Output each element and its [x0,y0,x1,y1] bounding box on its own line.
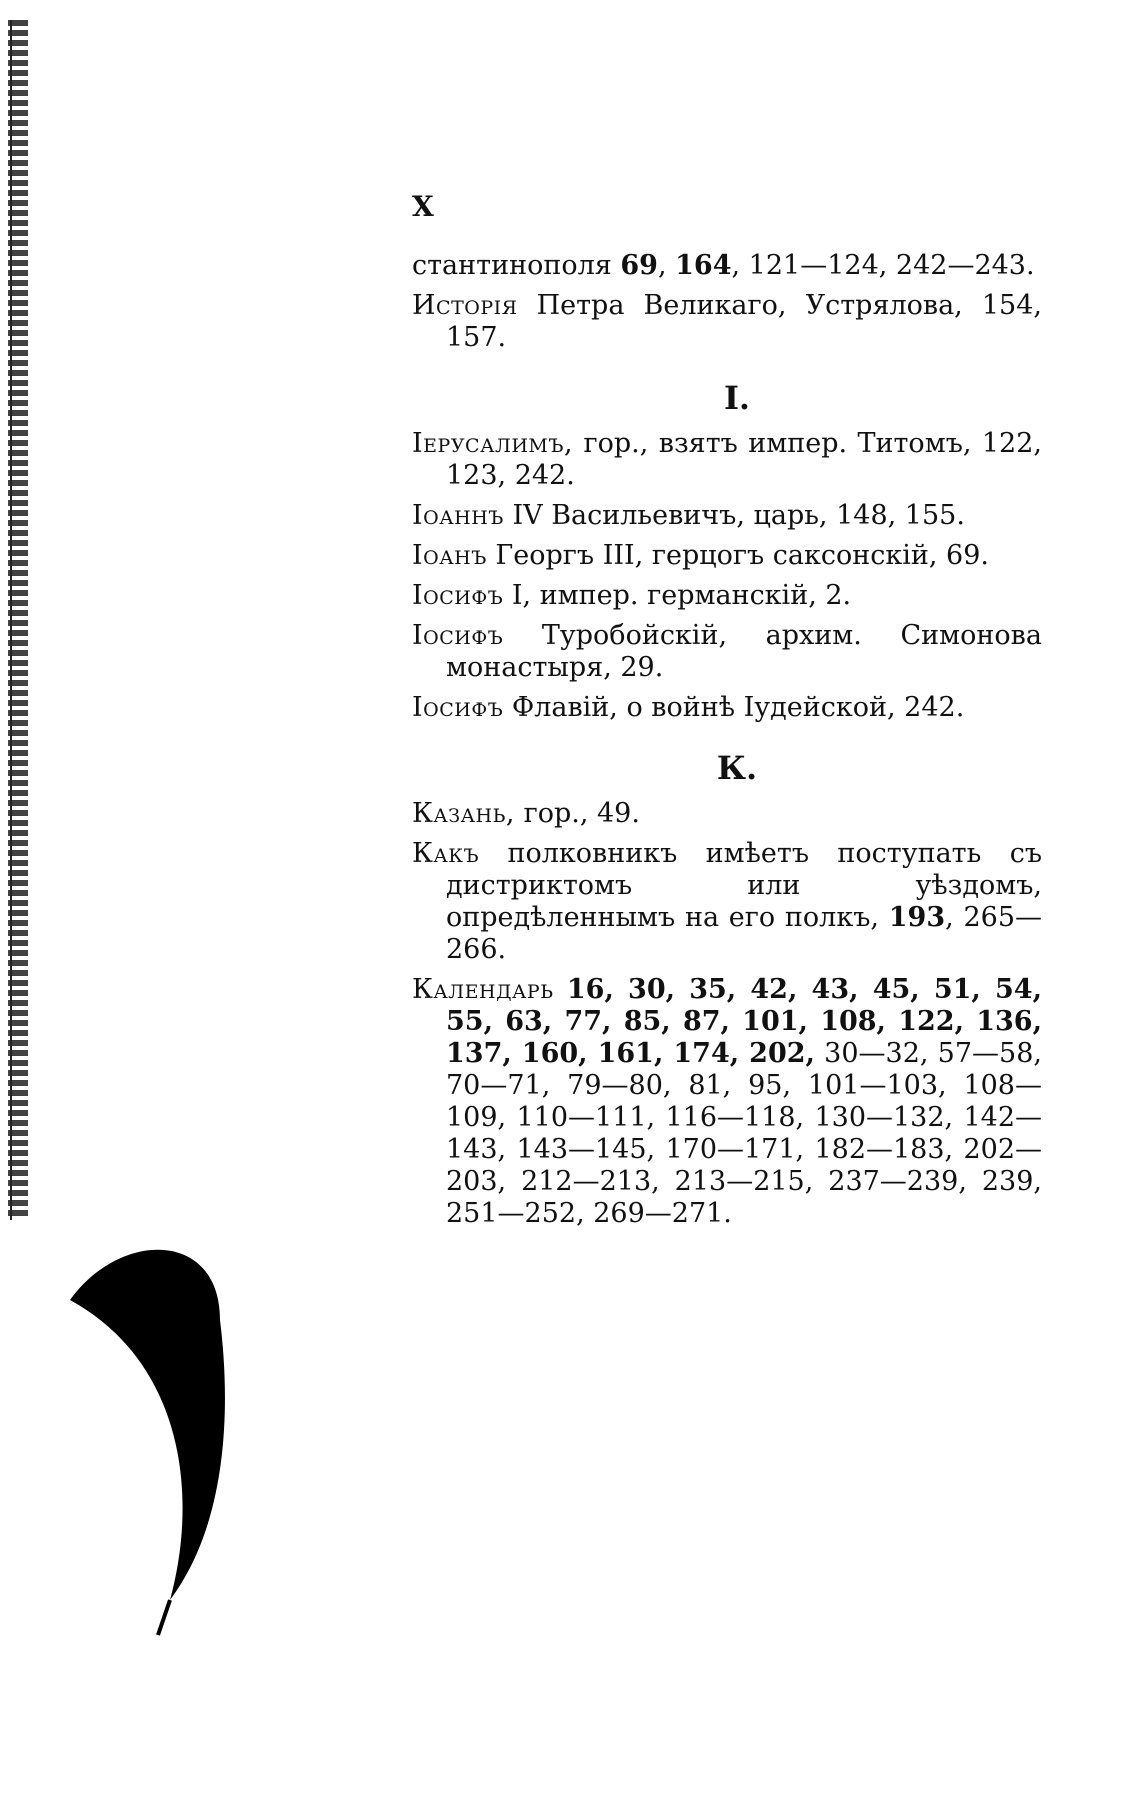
section-letter-i: I. [723,379,751,417]
entry-bold-ref: 69 [620,250,658,281]
entry-head: Іерусалимъ, [412,428,574,459]
entry-bold-ref: 164 [675,250,732,281]
entry-tail: 30—32, 57—58, 70—71, 79—80, 81, 95, 101—103, 108—109, 110—111, 116—118, 130—132, 142—143, 143—145, 170—171, 182—183, 202—203, 212—213, 213—215, 237—239, 239, 251—252, 269—271. [446,1038,1042,1229]
entry-head: Іосифъ [412,692,504,723]
entry-tail: 121—124, 242—243. [748,250,1035,281]
page-binding-edge [8,20,28,1220]
entry-bold-ref: 16, 30, 35, 42, 43, 45, 51, 54, 55, 63, 77, 85, 87, 101, 108, 122, 136, 137, 160, 161, 174, 202, [446,974,1042,1069]
index-entry [412,692,1042,724]
entry-head: Іосифъ [412,580,504,611]
index-entry [412,428,1042,492]
entry-head: Исторія [412,290,518,321]
entry-text: IV Васильевичъ, царь, 148, 155. [512,500,965,531]
index-entry [412,798,1042,830]
entry-text: Туробойскій, архим. Симонова монастыря, 29. [446,620,1042,683]
entry-text: стантинополя [412,250,612,281]
entry-head: Іоанъ [412,540,487,571]
entry-head: Какъ [412,838,480,869]
entry-head: Іосифъ [412,620,504,651]
index-entry [412,500,1042,532]
entry-text: гор., 49. [523,798,640,829]
entry-text: Петра Великаго, Устрялова, 154, 157. [446,290,1042,353]
index-entry [412,540,1042,572]
index-entry [412,620,1042,684]
ink-blot-mark [40,1240,280,1820]
index-entry [412,580,1042,612]
page-number: X [412,190,434,223]
index-column [412,250,1042,1238]
index-entry-istoriya [412,290,1042,354]
entry-text: Георгъ III, герцогъ саксонскій, 69. [495,540,989,571]
entry-head: Іоаннъ [412,500,504,531]
entry-head: Календарь [412,974,554,1005]
index-entry [412,974,1042,1230]
entry-text: гор., взятъ импер. Титомъ, 122, 123, 242. [446,428,1042,491]
entry-text: Флавій, о войнѣ Іудейской, 242. [511,692,965,723]
entry-tail: 265—266. [446,902,1043,965]
index-entry-konstantinopolya: стантинополя 69, 164, 121—124, 242—243. [412,250,1035,281]
entry-bold-ref: 193 [888,902,946,933]
index-entry: Какъ полковникъ имѣетъ поступать съ дистриктомъ или уѣздомъ, опредѣленнымъ на его полкъ, 193, 265—266. [412,838,1043,965]
entry-text: полковникъ имѣетъ поступать съ дистриктомъ или уѣздомъ, опредѣленнымъ на его полкъ, [446,838,1042,933]
entry-head: Казань, [412,798,515,829]
section-letter-k: К. [716,749,758,787]
entry-text: I, импер. германскій, 2. [511,580,852,611]
